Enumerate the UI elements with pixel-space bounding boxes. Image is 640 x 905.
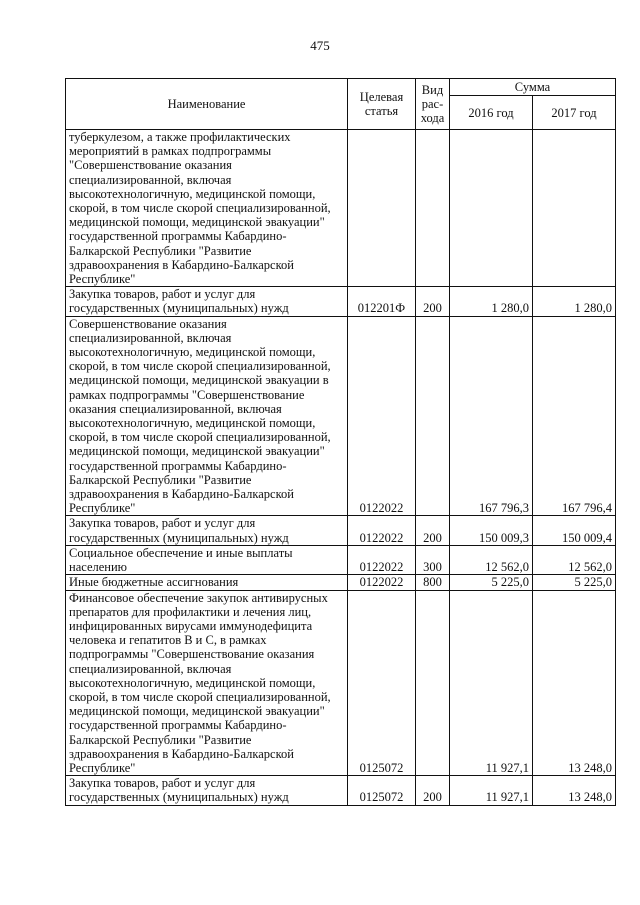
row-name: туберкулезом, а также профилактических мероприятий в рамках подпрограммы "Совершенствование оказания специализированной, включая высокотехнологичную, медицинской помощи, скорой, в том числе скорой специализированной, медицинской помощи, медицинской эвакуации" государственной программы Кабардино-Балкарской Республики "Развитие здравоохранения в Кабардино-Балкарской Республике"	[66, 130, 348, 287]
row-name: Закупка товаров, работ и услуг для государственных (муниципальных) нужд	[66, 287, 348, 316]
column-header-expense-type: Вид расхода	[416, 79, 450, 130]
page-number: 475	[310, 38, 330, 53]
row-target-article: 0125072	[348, 590, 416, 776]
row-sum-2017: 13 248,0	[533, 776, 616, 805]
row-target-article: 0125072	[348, 776, 416, 805]
row-sum-2017: 5 225,0	[533, 575, 616, 590]
table-row	[66, 545, 616, 574]
row-expense-type: 200	[416, 287, 450, 316]
row-target-article: 0122022	[348, 316, 416, 516]
row-sum-2017: 1 280,0	[533, 287, 616, 316]
row-expense-type	[416, 590, 450, 776]
row-name: Иные бюджетные ассигнования	[66, 575, 348, 590]
row-name: Социальное обеспечение и иные выплаты населению	[66, 545, 348, 574]
row-sum-2016: 1 280,0	[450, 287, 533, 316]
table-row	[66, 130, 616, 287]
row-sum-2017: 167 796,4	[533, 316, 616, 516]
row-name: Закупка товаров, работ и услуг для государственных (муниципальных) нужд	[66, 776, 348, 805]
row-sum-2017	[533, 130, 616, 287]
row-sum-2017: 12 562,0	[533, 545, 616, 574]
row-sum-2017: 13 248,0	[533, 590, 616, 776]
column-header-2017: 2017 год	[533, 96, 616, 130]
row-target-article: 0122022	[348, 545, 416, 574]
row-expense-type: 800	[416, 575, 450, 590]
row-sum-2016: 150 009,3	[450, 516, 533, 545]
table-row	[66, 287, 616, 316]
budget-table	[65, 78, 616, 806]
row-expense-type: 200	[416, 516, 450, 545]
row-target-article: 0122022	[348, 516, 416, 545]
row-expense-type	[416, 316, 450, 516]
row-sum-2016: 12 562,0	[450, 545, 533, 574]
row-sum-2016: 11 927,1	[450, 590, 533, 776]
row-target-article	[348, 130, 416, 287]
row-name: Финансовое обеспечение закупок антивирусных препаратов для профилактики и лечения лиц, инфицированных вирусами иммунодефицита человека и гепатитов В и С, в рамках подпрограммы "Совершенствование оказания специализированной, включая высокотехнологичную, медицинской помощи, скорой, в том числе скорой специализированной, медицинской помощи, медицинской эвакуации" государственной программы Кабардино-Балкарской Республики "Развитие здравоохранения в Кабардино-Балкарской Республике"	[66, 590, 348, 776]
row-target-article: 012201Ф	[348, 287, 416, 316]
column-header-2016: 2016 год	[450, 96, 533, 130]
table-row	[66, 516, 616, 545]
table-row	[66, 575, 616, 590]
table-row	[66, 590, 616, 776]
row-sum-2016: 11 927,1	[450, 776, 533, 805]
column-header-sum: Сумма	[450, 79, 616, 96]
column-header-name: Наименование	[66, 79, 348, 130]
row-expense-type: 200	[416, 776, 450, 805]
row-expense-type: 300	[416, 545, 450, 574]
row-sum-2016: 5 225,0	[450, 575, 533, 590]
row-name: Совершенствование оказания специализированной, включая высокотехнологичную, медицинской помощи, скорой, в том числе скорой специализированной, медицинской помощи, медицинской эвакуации в рамках подпрограммы "Совершенствование оказания специализированной, включая высокотехнологичную, медицинской помощи, скорой, в том числе скорой специализированной, медицинской помощи, медицинской эвакуации" государственной программы Кабардино-Балкарской Республики "Развитие здравоохранения в Кабардино-Балкарской Республике"	[66, 316, 348, 516]
row-sum-2017: 150 009,4	[533, 516, 616, 545]
row-sum-2016	[450, 130, 533, 287]
table-row	[66, 316, 616, 516]
row-name: Закупка товаров, работ и услуг для государственных (муниципальных) нужд	[66, 516, 348, 545]
row-sum-2016: 167 796,3	[450, 316, 533, 516]
column-header-target-article: Целевая статья	[348, 79, 416, 130]
row-expense-type	[416, 130, 450, 287]
row-target-article: 0122022	[348, 575, 416, 590]
table-row	[66, 776, 616, 805]
